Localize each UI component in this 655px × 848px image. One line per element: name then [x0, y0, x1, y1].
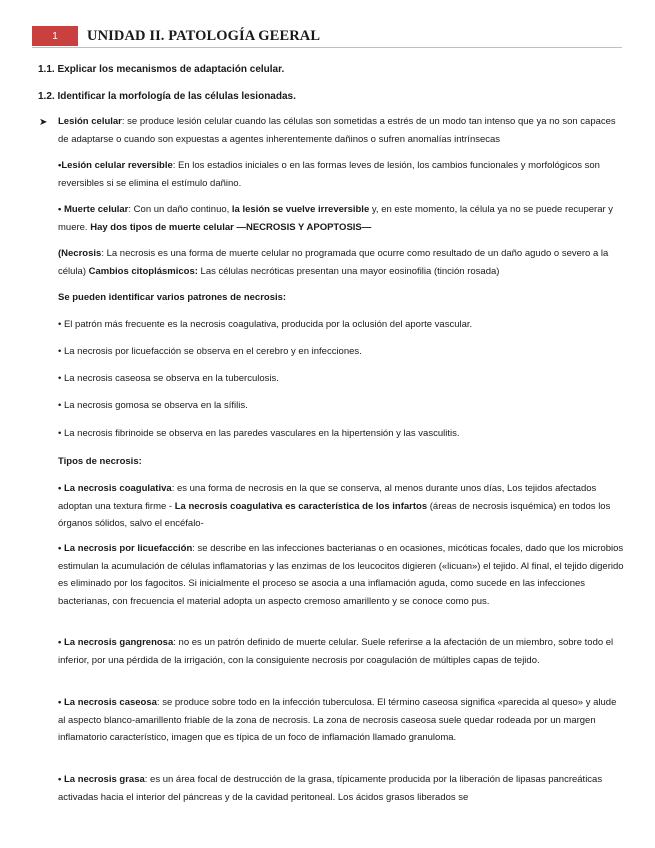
muerte-celular-bold-2: Hay dos tipos de muerte celular —NECROSIS Y APOPTOSIS— [90, 221, 372, 233]
necrosis-definition-text-2: Las células necróticas presentan una mayor eosinofilia (tinción rosada) [197, 265, 500, 277]
tipo-label: • La necrosis grasa [58, 774, 145, 785]
patron-item: • La necrosis caseosa se observa en la tuberculosis. [58, 373, 279, 384]
tipo-text-2: (áreas de necrosis isquémica) en todos los órganos sólidos, salvo el encéfalo- [58, 500, 611, 529]
tipo-necrosis-gangrenosa [58, 634, 624, 669]
tipo-necrosis-caseosa [58, 694, 624, 747]
lesion-reversible-text: : En los estadios iniciales o en las formas leves de lesión, los cambios funcionales y morfológicos son reversibles si se elimina el estímulo dañino. [58, 160, 600, 189]
patrones-heading-text: Se pueden identificar varios patrones de necrosis: [58, 292, 287, 303]
tipo-text: : es un área focal de destrucción de la grasa, típicamente producida por la liberación de lipasas pancreáticas activadas hacia el interior del páncreas y de la cavidad peritoneal. Los ácidos grasos liberados se [58, 774, 603, 803]
necrosis-definition-text-1: : La necrosis es una forma de muerte celular no programada que ocurre como resultado de un daño agudo o severo a la célula) [58, 248, 609, 277]
lesion-celular-paragraph [58, 113, 624, 148]
tipo-bold: La necrosis coagulativa es característica de los infartos [174, 500, 428, 512]
header-divider [32, 47, 622, 48]
tipo-label: • La necrosis coagulativa [58, 483, 172, 494]
tipo-text: : es una forma de necrosis en la que se conserva, al menos durante unos días, Los tejidos afectados adoptan una textura firme - [58, 483, 597, 512]
lesion-celular-text: : se produce lesión celular cuando las células son sometidas a estrés de un modo tan intenso que ya no son capaces de adaptarse o cuando son expuestas a agentes inherentemente dañinos o sufren anomalías intrínsecas [58, 116, 616, 145]
muerte-celular-bold-1: la lesión se vuelve irreversible [231, 204, 370, 215]
patrones-heading [58, 289, 624, 307]
tipo-necrosis-licuefaccion [58, 540, 624, 610]
patron-item: • El patrón más frecuente es la necrosis coagulativa, producida por la oclusión del aporte vascular. [58, 319, 473, 330]
objective-1-1: 1.1. Explicar los mecanismos de adaptación celular. [38, 64, 285, 75]
cambios-citoplasmicos-label: Cambios citoplásmicos: [88, 265, 198, 277]
necrosis-definition-label: (Necrosis [58, 248, 102, 259]
tipo-label: • La necrosis por licuefacción [58, 543, 193, 554]
arrow-bullet-icon: ➤ [39, 117, 48, 128]
lesion-reversible-paragraph [58, 157, 624, 192]
muerte-celular-paragraph [58, 201, 624, 236]
tipos-heading-text: Tipos de necrosis: [58, 456, 142, 467]
tipo-label: • La necrosis gangrenosa [58, 637, 174, 648]
tipo-text: : no es un patrón definido de muerte celular. Suele referirse a la afectación de un miembro, sobre todo el inferior, por una pérdida de la irrigación, con la consiguiente necrosis por coagulación de múltiples capas de tejido. [58, 637, 614, 666]
necrosis-definition-paragraph [58, 245, 624, 280]
tipo-necrosis-grasa [58, 771, 624, 806]
muerte-celular-text-2: y, en este momento, la célula ya no se puede recuperar y muere. [58, 204, 614, 233]
tipo-text: : se produce sobre todo en la infección tuberculosa. El término caseosa significa «parecida al queso» y alude al aspecto blanco-amarillento friable de la zona de necrosis. La zona de necrosis caseosa suele quedar rodeada por un margen inflamatorio característico, imagen que es típica de un foco de inflamación llamado granuloma. [58, 697, 617, 743]
muerte-celular-text-1: : Con un daño continuo, [128, 204, 232, 215]
page-title: UNIDAD II. PATOLOGÍA GEERAL [87, 27, 321, 44]
objective-1-2: 1.2. Identificar la morfología de las células lesionadas. [38, 91, 296, 102]
page-number-badge: 1 [32, 26, 78, 46]
lesion-reversible-label: •Lesión celular reversible [58, 160, 173, 171]
tipo-text: : se describe en las infecciones bacterianas o en ocasiones, micóticas focales, dado que los microbios estimulan la acumulación de células inflamatorias y las enzimas de los leucocitos digieren («licuan») el tejido. Al final, el tejido digerido es eliminado por los fagocitos. Si inicialmente el proceso se asocia a una inflamación aguda, como sucede en las infecciones bacterianas, con frecuencia el material adopta un aspecto cremoso amarillento y se conoce como pus. [58, 543, 624, 607]
tipo-label: • La necrosis caseosa [58, 697, 157, 708]
patron-item: • La necrosis fibrinoide se observa en las paredes vasculares en la hipertensión y las vasculitis. [58, 428, 460, 439]
page-header [32, 26, 320, 46]
patron-item: • La necrosis gomosa se observa en la sífilis. [58, 400, 248, 411]
tipos-heading [58, 453, 624, 471]
muerte-celular-label: • Muerte celular [58, 204, 129, 215]
patron-item: • La necrosis por licuefacción se observa en el cerebro y en infecciones. [58, 346, 362, 357]
lesion-celular-label: Lesión celular [58, 116, 122, 127]
tipo-necrosis-coagulativa [58, 480, 624, 533]
